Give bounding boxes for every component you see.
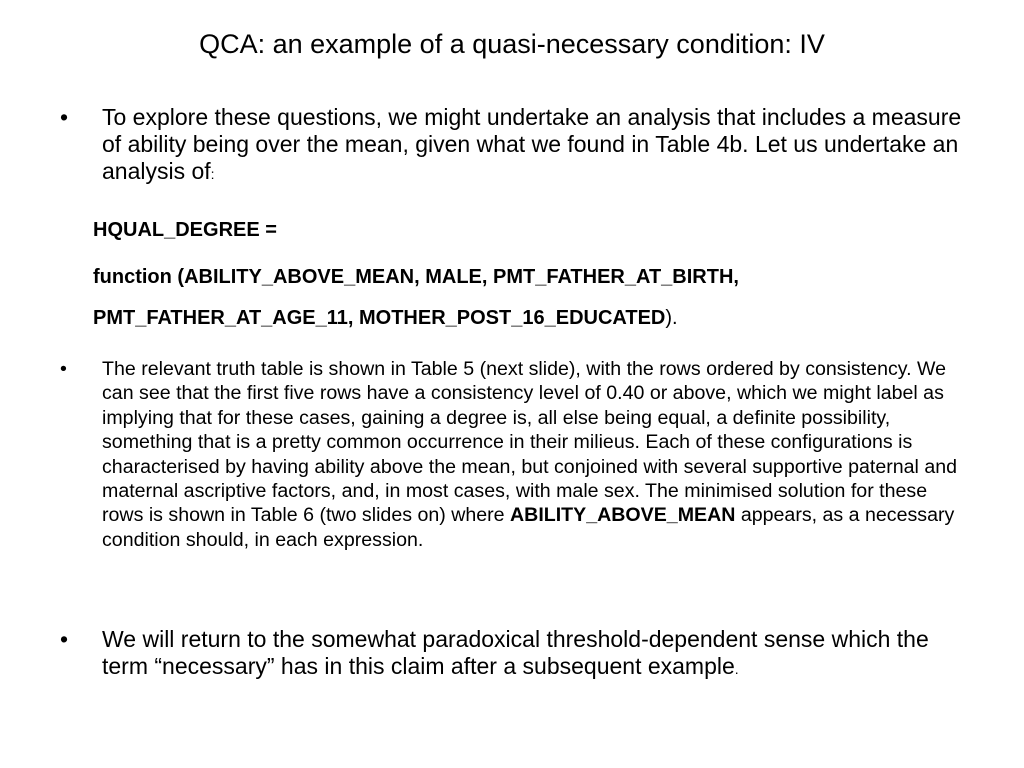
slide-title: QCA: an example of a quasi-necessary condition: IV [199, 29, 825, 59]
bullet-explore [60, 104, 965, 188]
formula-line-3 [93, 305, 678, 331]
bullet-truth-table [60, 357, 965, 552]
bullet-text [102, 626, 965, 683]
bullet-text-bold: ABILITY_ABOVE_MEAN [510, 504, 736, 527]
bullet-text-main: We will return to the somewhat paradoxical threshold-dependent sense which the term “necessary” has in this claim after a subsequent example [102, 626, 929, 679]
formula-line-1: HQUAL_DEGREE = [93, 219, 277, 241]
bullet-marker: • [60, 358, 67, 380]
bullet-marker: • [60, 626, 69, 652]
bullet-return [60, 626, 965, 683]
formula-line-3-text: PMT_FATHER_AT_AGE_11, MOTHER_POST_16_EDUCATED [93, 307, 666, 329]
bullet-marker: • [60, 104, 69, 130]
bullet-text-before: The relevant truth table is shown in Table 5 (next slide), with the rows ordered by consistency. We can see that the first five rows have a consistency level of 0.40 or above, which we might label as implying that for these cases, gaining a degree is, all else being equal, a definite possibility, something that is a pretty common occurrence in their milieus. Each of these configurations is characterised by having ability above the mean, but conjoined with several supportive paternal and maternal ascriptive factors, and, in most cases, with male sex. The minimised solution for these rows is shown in Table 6 (two slides on) where [102, 358, 958, 527]
bullet-text [102, 357, 965, 552]
bullet-text-main: To explore these questions, we might undertake an analysis that includes a measure of ability being over the mean, given what we found in Table 4b. Let us undertake an analysis of [102, 104, 962, 184]
formula-line-2: function (ABILITY_ABOVE_MEAN, MALE, PMT_FATHER_AT_BIRTH, [93, 266, 739, 288]
formula-line-3-end: ). [665, 307, 678, 329]
bullet-text-end: . [734, 661, 739, 677]
bullet-text-after: appears, as a necessary condition should, in each expression. [102, 504, 955, 551]
bullet-text [102, 104, 965, 188]
bullet-text-end: : [210, 166, 215, 182]
